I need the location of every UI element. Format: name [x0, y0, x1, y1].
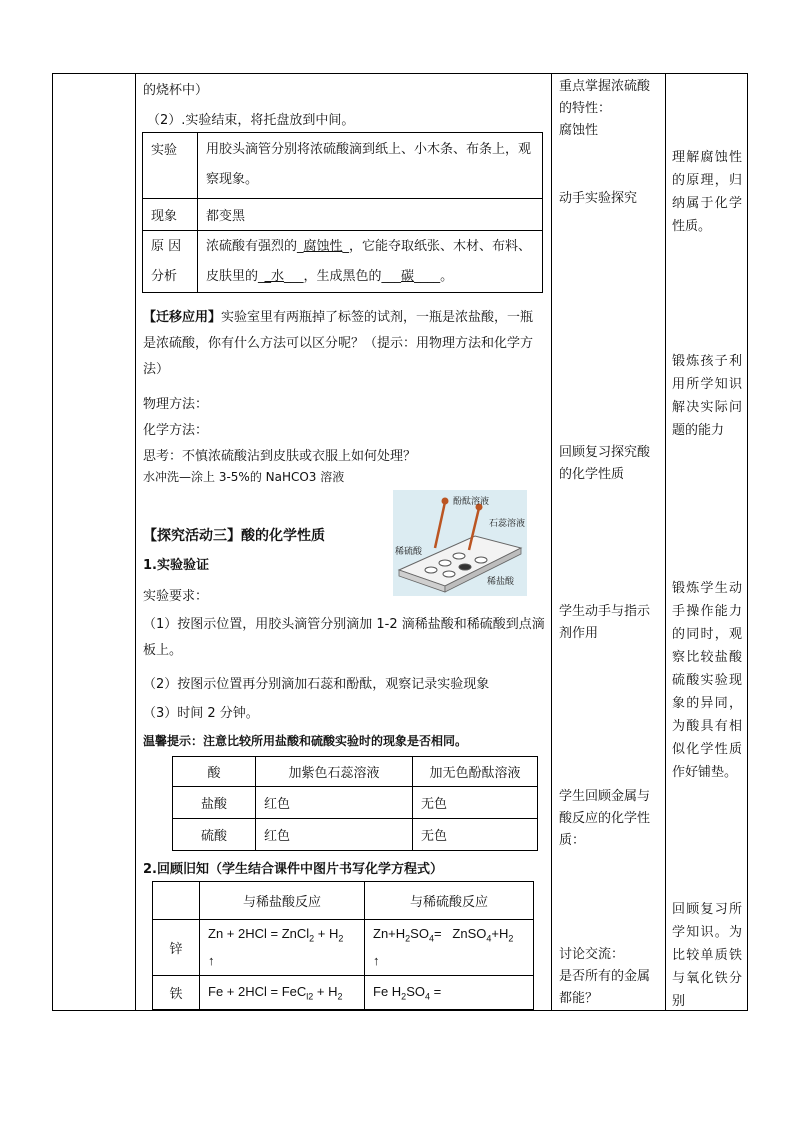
metal-header-empty	[153, 882, 200, 920]
blank-corrosive: 腐蚀性	[303, 238, 343, 254]
indicator-row-hcl-phenol: 无色	[413, 787, 538, 819]
indicator-header-acid: 酸	[173, 757, 256, 787]
col4-understand: 理解腐蚀性的原理，归纳属于化学性质。	[672, 150, 742, 234]
activity3-heading: 【探究活动三】酸的化学性质	[143, 528, 325, 544]
metal-acid-table	[152, 881, 534, 1010]
exp-label: 实验	[143, 133, 198, 199]
indicator-header-litmus: 加紫色石蕊溶液	[256, 757, 413, 787]
col4-practice: 锻炼孩子利用所学知识解决实际问题的能力	[672, 354, 742, 438]
metal-header-hcl: 与稀盐酸反应	[200, 882, 365, 920]
text-step2: （2）.实验结束，将托盘放到中间。	[147, 113, 355, 128]
zinc-h2so4-equation: $Zn+H_2SO_4=$ $ZnSO_4+H_2$ ↑	[365, 920, 534, 976]
well-6	[475, 557, 487, 563]
phenomenon-label: 现象	[143, 199, 198, 231]
col4-review-knowledge: 回顾复习所学知识。为比较单质铁与氧化铁分别	[672, 902, 742, 1009]
indicator-row-hcl-litmus: 红色	[256, 787, 413, 819]
well-1	[425, 567, 437, 573]
col3-key-point: 重点掌握浓硫酸的特性：	[559, 79, 651, 116]
chemical-method: 化学方法：	[143, 423, 209, 438]
label-phenolphthalein: 酚酞溶液	[453, 497, 490, 507]
experiment-table	[142, 132, 543, 293]
analysis-content	[198, 231, 543, 293]
well-5	[459, 564, 471, 570]
iron-hcl-equation: $Fe + 2HCl = FeC_{l2} + H_2$	[200, 976, 365, 1010]
analysis-label	[143, 231, 198, 293]
metal-iron-label: 铁	[153, 976, 200, 1010]
well-3	[453, 553, 465, 559]
col4-hands-on-ability: 锻炼学生动手操作能力的同时，观察比较盐酸硫酸实验现象的异同，为酸具有相似化学性质作好铺垫。	[672, 581, 742, 780]
analysis-label-b: 分析	[151, 268, 178, 284]
indicator-row-h2so4-phenol: 无色	[413, 819, 538, 851]
requirement-2: （2）按图示位置再分别滴加石蕊和酚酞，观察记录实验现象	[143, 677, 490, 692]
col3-question: 是否所有的金属都能？	[559, 969, 651, 1006]
phenomenon-content: 都变黑	[198, 199, 543, 231]
indicator-row-hcl-name: 盐酸	[173, 787, 256, 819]
col3-discussion: 讨论交流：	[559, 947, 625, 962]
iron-h2so4-equation: Fe $H_2SO_4$ =	[365, 976, 534, 1010]
analysis-label-a: 原 因	[151, 238, 182, 254]
spot-plate-illustration	[393, 490, 527, 596]
metal-header-h2so4: 与稀硫酸反应	[365, 882, 534, 920]
indicator-row-h2so4-name: 硫酸	[173, 819, 256, 851]
metal-zinc-label: 锌	[153, 920, 200, 976]
indicator-table	[172, 756, 538, 851]
column-divider-2	[551, 73, 552, 1011]
dropper-1-bulb	[442, 498, 449, 505]
think-question: 思考：不慎浓硫酸沾到皮肤或衣服上如何处理？	[143, 449, 417, 464]
analysis-post: ____。	[414, 268, 454, 284]
well-2	[439, 560, 451, 566]
col3-indicator: 学生动手与指示剂作用	[559, 604, 651, 641]
col3-hands-on: 动手实验探究	[559, 191, 638, 206]
requirement-3: （3）时间 2 分钟。	[143, 706, 259, 721]
indicator-header-phenol: 加无色酚酞溶液	[413, 757, 538, 787]
zinc-hcl-equation: Zn + 2HCl = ZnCl$_2$ + $H_2$ ↑	[200, 920, 365, 976]
exp-content: 用胶头滴管分别将浓硫酸滴到纸上、小木条、布条上，观察现象。	[198, 133, 543, 199]
col3-review: 回顾复习探究酸的化学性质	[559, 445, 651, 482]
col3-corrosive: 腐蚀性	[559, 123, 599, 138]
blank-water: _水	[264, 268, 285, 284]
requirements-label: 实验要求：	[143, 589, 209, 604]
col3-metal-review: 学生回顾金属与酸反应的化学性质：	[559, 789, 651, 848]
physical-method: 物理方法：	[143, 397, 209, 412]
transfer-paragraph	[143, 305, 546, 383]
requirement-1: （1）按图示位置，用胶头滴管分别滴加 1-2 滴稀盐酸和稀硫酸到点滴板上。	[143, 617, 545, 658]
warm-tip: 温馨提示：注意比较所用盐酸和硫酸实验时的现象是否相同。	[143, 734, 468, 748]
analysis-mid: _，它能夺取纸张、木材、布料、皮肤里的_	[206, 238, 532, 284]
column-divider-1	[135, 73, 136, 1011]
label-dilute-sulfuric: 稀硫酸	[395, 547, 423, 557]
section2-heading: 2.回顾旧知（学生结合课件中图片书写化学方程式）	[143, 862, 443, 877]
well-4	[443, 571, 455, 577]
label-dilute-hcl: 稀盐酸	[487, 577, 515, 587]
analysis-mid2: ___，生成黑色的___	[284, 268, 402, 284]
transfer-title: 【迁移应用】	[143, 310, 222, 325]
transfer-text: 实验室里有两瓶掉了标签的试剂，一瓶是浓盐酸，一瓶是浓硫酸，你有什么方法可以区分呢？（提示：用物理方法和化学方法）	[143, 310, 534, 377]
text-beaker: 的烧杯中）	[143, 83, 209, 98]
label-litmus: 石蕊溶液	[489, 519, 526, 529]
column-divider-3	[665, 73, 666, 1011]
analysis-pre: 浓硫酸有强烈的_	[206, 238, 304, 254]
section1-heading: 1.实验验证	[143, 558, 209, 573]
indicator-row-h2so4-litmus: 红色	[256, 819, 413, 851]
blank-carbon: 碳	[401, 268, 415, 284]
think-answer: 水冲洗—涂上 3-5%的 NaHCO3 溶液	[143, 470, 345, 484]
